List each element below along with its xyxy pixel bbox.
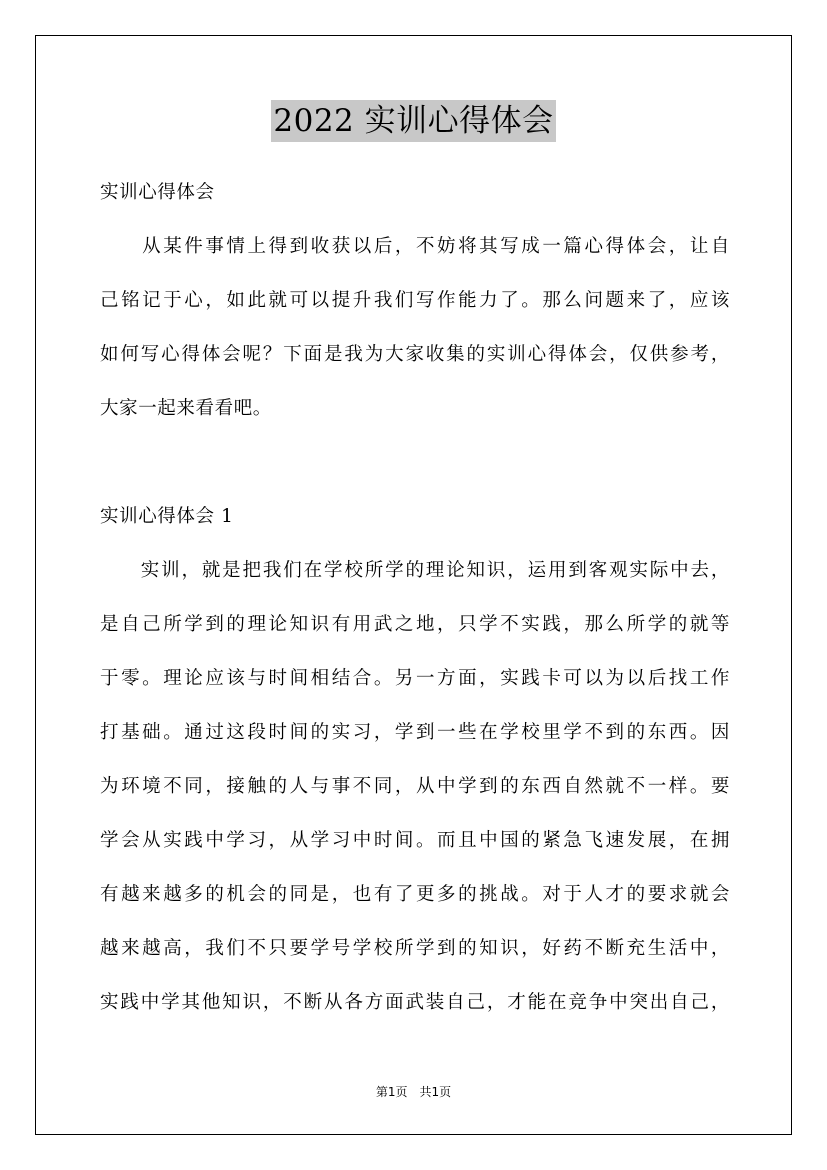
- paragraph-line: 打基础。通过这段时间的实习，学到一些在学校里学不到的东西。因: [100, 722, 730, 743]
- paragraph-line: 实践中学其他知识，不断从各方面武装自己，才能在竞争中突出自己，: [100, 992, 730, 1013]
- paragraph-line: 学会从实践中学习，从学习中时间。而且中国的紧急飞速发展，在拥: [100, 830, 730, 851]
- paragraph-line: 如何写心得体会呢？下面是我为大家收集的实训心得体会，仅供参考，: [100, 344, 730, 365]
- section-heading: 实训心得体会: [100, 182, 215, 203]
- paragraph-line: 越来越高，我们不只要学号学校所学到的知识，好药不断充生活中，: [100, 938, 730, 959]
- paragraph-line: 从某件事情上得到收获以后，不妨将其写成一篇心得体会，让自: [100, 236, 730, 257]
- paragraph-line: 有越来越多的机会的同是，也有了更多的挑战。对于人才的要求就会: [100, 884, 730, 905]
- paragraph-line: 于零。理论应该与时间相结合。另一方面，实践卡可以为以后找工作: [100, 668, 730, 689]
- paragraph-line: 是自己所学到的理论知识有用武之地，只学不实践，那么所学的就等: [100, 614, 730, 635]
- paragraph-gap: [100, 440, 730, 494]
- paragraph-line: 为环境不同，接触的人与事不同，从中学到的东西自然就不一样。要: [100, 776, 730, 797]
- title-container: [0, 100, 827, 142]
- paragraph-line: 实训，就是把我们在学校所学的理论知识，运用到客观实际中去，: [100, 560, 730, 581]
- section-heading: 实训心得体会 1: [100, 506, 234, 527]
- page-footer: 第1页 共1页: [375, 1085, 452, 1099]
- paragraph-line: 大家一起来看看吧。: [100, 398, 272, 419]
- document-title: 2022 实训心得体会: [271, 100, 555, 142]
- paragraph-line: 己铭记于心，如此就可以提升我们写作能力了。那么问题来了，应该: [100, 290, 730, 311]
- document-body: [100, 170, 730, 1034]
